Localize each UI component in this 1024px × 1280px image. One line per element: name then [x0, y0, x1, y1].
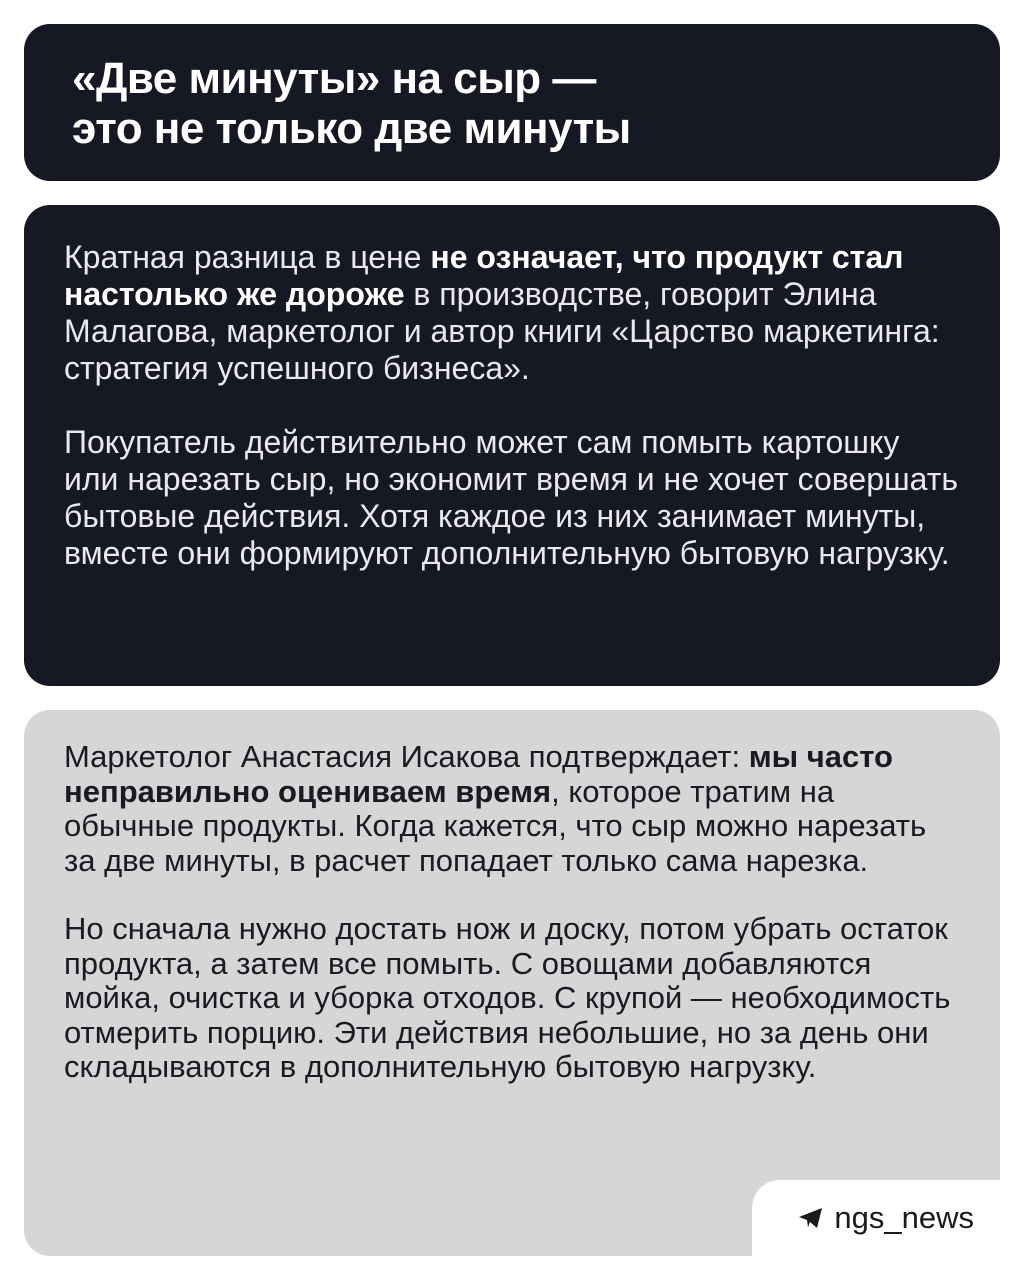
paragraph-1 [64, 239, 960, 387]
title-line-2: это не только две минуты [72, 104, 631, 153]
title-card [24, 24, 1000, 181]
paragraph-3-emphasis: мы часто неправильно оцениваем время [64, 739, 893, 809]
paragraph-2: Покупатель действительно может сам помыть картошку или нарезать сыр, но экономит время и не хочет совершать бытовые действия. Хотя каждое из них занимает минуты, вместе они формируют дополнительную бытовую нагрузку. [64, 424, 959, 571]
quote-card-malagova [24, 205, 1000, 686]
paragraph-4: Но сначала нужно достать нож и доску, потом убрать остаток продукта, а затем все помыть. С овощами добавляются мойка, очистка и уборка отходов. С крупой — необходимость отмерить порцию. Эти действия небольшие, но за день они складываются в дополнительную бытовую нагрузку. [64, 911, 951, 1084]
paragraph-1-emphasis: не означает, что продукт стал настолько же дороже [64, 239, 904, 312]
paragraph-3-end: , которое тратим на обычные продукты. Когда кажется, что сыр можно нарезать за две минуты, в расчет попадает только сама нарезка. [64, 773, 927, 878]
source-tag[interactable] [752, 1180, 1000, 1256]
paragraph-1-start: Кратная разница в цене [64, 239, 431, 275]
paragraph-1-end: в производстве, говорит Элина Малагова, маркетолог и автор книги «Царство маркетинга: стратегия успешного бизнеса». [64, 276, 940, 386]
quote-card-isakova [24, 710, 1000, 1256]
paragraph-3-start: Маркетолог Анастасия Исакова подтверждает: [64, 739, 749, 774]
telegram-icon [798, 1207, 824, 1229]
source-handle: ngs_news [834, 1200, 974, 1235]
title-line-1: «Две минуты» на сыр — [72, 54, 596, 103]
paragraph-3 [64, 740, 960, 878]
